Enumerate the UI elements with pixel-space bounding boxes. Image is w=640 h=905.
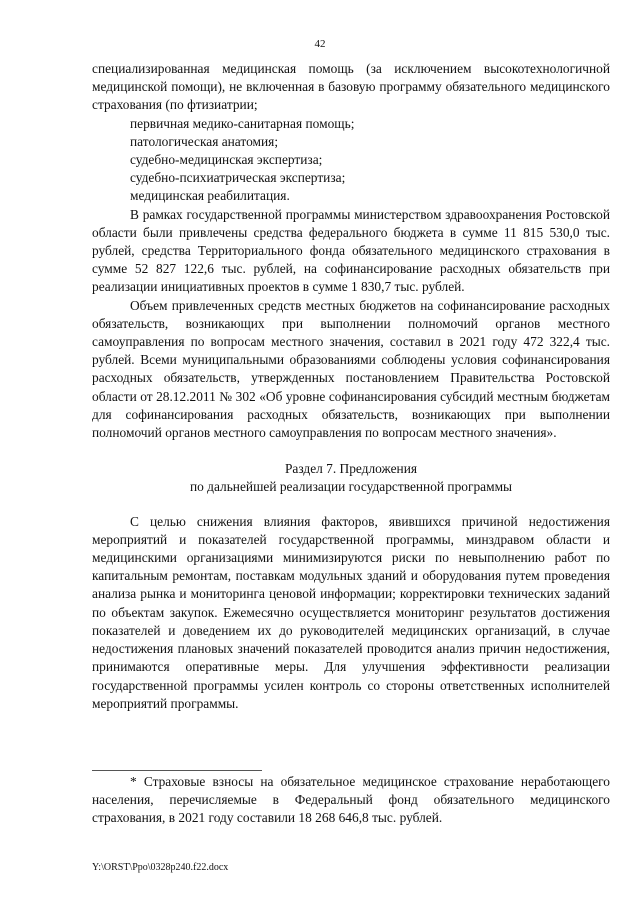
list-item: патологическая анатомия; [130,133,279,149]
section-subtitle: по дальнейшей реализации государственной программы [189,479,513,495]
footnote-divider [92,770,262,771]
document-body [92,60,610,713]
care-types-list [92,115,610,206]
paragraph-proposals: С целью снижения влияния факторов, явившихся причиной недостижения мероприятий и показателей государственной программы, минздравом области и медицинскими организациями минимизируются риски по невыполнению работ по капитальным ремонтам, поставкам модульных зданий и оборудования путем проведения анализа рынка и мониторинга ценовой информации; корректировки технических заданий по объектам закупок. Ежемесячно осуществляется мониторинг результатов достижения показателей и доведением их до руководителей медицинских организаций, в случае недостижения плановых значений показателей проводится анализ причин недостижения, принимаются оперативные меры. Для улучшения эффективности реализации государственной программы усилен контроль со стороны ответственных исполнителей мероприятий программы. [92,513,610,711]
list-item: медицинская реабилитация. [130,188,290,204]
list-item: судебно-психиатрическая экспертиза; [130,170,346,186]
list-item: первичная медико-санитарная помощь; [130,115,355,131]
section-title: Раздел 7. Предложения [284,461,418,477]
file-path: Y:\ORST\Ppo\0328p240.f22.docx [92,862,229,873]
section-heading [92,460,610,496]
footnote [92,773,610,828]
footnote-text: * Страховые взносы на обязательное медицинское страхование неработающего населения, перечисляемые в Федеральный фонд обязательного медицинского страхования, в 2021 году составили 18 268 646,8 тыс. рублей. [92,774,610,826]
paragraph-local-budgets: Объем привлеченных средств местных бюджетов на софинансирование расходных обязательств, возникающих при выполнении полномочий органов местного самоуправления по вопросам местного значения, составил в 2021 году 472 322,4 тыс. рублей. Всеми муниципальными образованиями соблюдены условия софинансирования расходных обязательств, утвержденных постановлением Правительства Ростовской области от 28.12.2011 № 302 «Об уровне софинансирования субсидий местным бюджетам для софинансирования расходных обязательств, возникающих при выполнении полномочий органов местного самоуправления по вопросам местного значения». [92,297,610,441]
page-number: 42 [314,38,326,50]
paragraph-federal-funds: В рамках государственной программы министерством здравоохранения Ростовской области были привлечены средства федерального бюджета в сумме 11 815 530,0 тыс. рублей, средства Территориального фонда обязательного медицинского страхования в сумме 52 827 122,6 тыс. рублей, на софинансирование расходных обязательств при реализации инициативных проектов в сумме 1 830,7 тыс. рублей. [92,206,610,295]
paragraph-specialized-care: специализированная медицинская помощь (за исключением высокотехнологичной медицинской помощи), не включенная в базовую программу обязательного медицинского страхования (по фтизиатрии; [92,61,610,113]
list-item: судебно-медицинская экспертиза; [130,152,323,168]
